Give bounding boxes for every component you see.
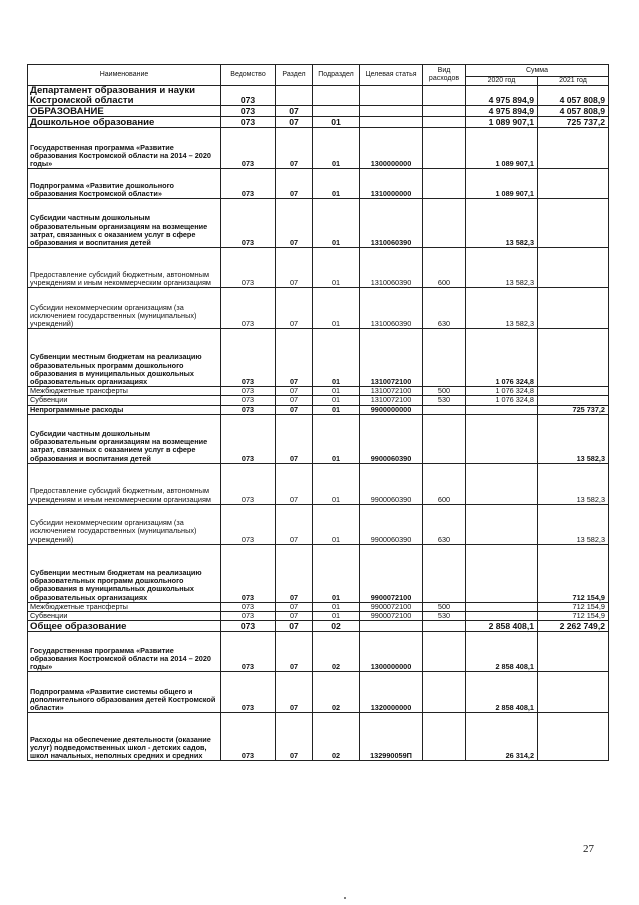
cell-target: 1310060390 bbox=[360, 248, 423, 288]
cell-y2020 bbox=[466, 414, 538, 463]
cell-podrazdel: 01 bbox=[313, 504, 360, 544]
cell-razdel: 07 bbox=[276, 117, 313, 128]
cell-name: Субсидии некоммерческим организациям (за исключением государственных (муниципальных) учреждений) bbox=[28, 288, 221, 329]
cell-y2021 bbox=[538, 199, 609, 248]
cell-y2021: 13 582,3 bbox=[538, 504, 609, 544]
cell-y2021: 2 262 749,2 bbox=[538, 621, 609, 632]
cell-razdel: 07 bbox=[276, 602, 313, 611]
cell-podrazdel: 01 bbox=[313, 117, 360, 128]
header-2021: 2021 год bbox=[538, 77, 609, 86]
cell-name: Подпрограмма «Развитие дошкольного образования Костромской области» bbox=[28, 169, 221, 199]
cell-podrazdel: 01 bbox=[313, 602, 360, 611]
cell-y2021: 712 154,9 bbox=[538, 602, 609, 611]
cell-ved: 073 bbox=[221, 544, 276, 602]
cell-name: Непрограммные расходы bbox=[28, 405, 221, 414]
cell-ved: 073 bbox=[221, 396, 276, 405]
cell-y2021 bbox=[538, 288, 609, 329]
cell-target: 9900072100 bbox=[360, 544, 423, 602]
table-row bbox=[28, 248, 609, 288]
cell-podrazdel: 01 bbox=[313, 612, 360, 621]
cell-vid bbox=[423, 169, 466, 199]
cell-ved: 073 bbox=[221, 199, 276, 248]
cell-y2020: 13 582,3 bbox=[466, 199, 538, 248]
header-target: Целевая статья bbox=[360, 65, 423, 86]
table-row bbox=[28, 612, 609, 621]
cell-vid: 530 bbox=[423, 612, 466, 621]
cell-podrazdel: 01 bbox=[313, 463, 360, 504]
cell-y2021: 4 057 808,9 bbox=[538, 106, 609, 117]
cell-vid bbox=[423, 672, 466, 713]
cell-target: 9900072100 bbox=[360, 612, 423, 621]
cell-y2021 bbox=[538, 672, 609, 713]
table-row bbox=[28, 405, 609, 414]
cell-target: 1320000000 bbox=[360, 672, 423, 713]
cell-y2021: 725 737,2 bbox=[538, 117, 609, 128]
cell-y2020 bbox=[466, 612, 538, 621]
cell-vid bbox=[423, 621, 466, 632]
cell-name: Государственная программа «Развитие образования Костромской области на 2014 – 2020 годы» bbox=[28, 128, 221, 169]
cell-name: Государственная программа «Развитие образования Костромской области на 2014 – 2020 годы» bbox=[28, 632, 221, 672]
cell-vid bbox=[423, 86, 466, 106]
cell-name: Субсидии некоммерческим организациям (за исключением государственных (муниципальных) учреждений) bbox=[28, 504, 221, 544]
cell-target bbox=[360, 106, 423, 117]
cell-name: Субвенции bbox=[28, 396, 221, 405]
cell-y2020 bbox=[466, 463, 538, 504]
cell-target: 1310072100 bbox=[360, 396, 423, 405]
cell-target: 9900060390 bbox=[360, 414, 423, 463]
cell-ved: 073 bbox=[221, 713, 276, 761]
cell-razdel: 07 bbox=[276, 288, 313, 329]
header-vedomstvo: Ведомство bbox=[221, 65, 276, 86]
cell-vid bbox=[423, 117, 466, 128]
cell-name: Субвенции местным бюджетам на реализацию образовательных программ дошкольного образования в муниципальных дошкольных образовательных организациях bbox=[28, 544, 221, 602]
cell-name: Департамент образования и науки Костромской области bbox=[28, 86, 221, 106]
cell-vid bbox=[423, 128, 466, 169]
cell-ved: 073 bbox=[221, 86, 276, 106]
cell-target: 1310060390 bbox=[360, 288, 423, 329]
cell-target: 1310000000 bbox=[360, 169, 423, 199]
cell-razdel bbox=[276, 86, 313, 106]
cell-podrazdel: 01 bbox=[313, 199, 360, 248]
cell-y2020 bbox=[466, 504, 538, 544]
header-summa: Сумма bbox=[466, 65, 609, 77]
cell-vid: 630 bbox=[423, 504, 466, 544]
cell-podrazdel: 01 bbox=[313, 414, 360, 463]
cell-y2021: 712 154,9 bbox=[538, 612, 609, 621]
cell-y2021 bbox=[538, 329, 609, 387]
cell-name: Дошкольное образование bbox=[28, 117, 221, 128]
cell-target bbox=[360, 86, 423, 106]
cell-y2021 bbox=[538, 396, 609, 405]
table-row bbox=[28, 621, 609, 632]
cell-target: 1310060390 bbox=[360, 199, 423, 248]
cell-y2020: 4 975 894,9 bbox=[466, 106, 538, 117]
table-row bbox=[28, 632, 609, 672]
cell-y2021 bbox=[538, 387, 609, 396]
cell-razdel: 07 bbox=[276, 672, 313, 713]
cell-vid bbox=[423, 106, 466, 117]
cell-ved: 073 bbox=[221, 169, 276, 199]
cell-ved: 073 bbox=[221, 602, 276, 611]
cell-podrazdel: 01 bbox=[313, 329, 360, 387]
cell-name: Расходы на обеспечение деятельности (оказание услуг) подведомственных школ - детских садов, школ начальных, неполных средних и средних bbox=[28, 713, 221, 761]
cell-name: Общее образование bbox=[28, 621, 221, 632]
cell-y2020: 4 975 894,9 bbox=[466, 86, 538, 106]
table-row bbox=[28, 463, 609, 504]
cell-ved: 073 bbox=[221, 414, 276, 463]
cell-name: Предоставление субсидий бюджетным, автономным учреждениям и иным некоммерческим организациям bbox=[28, 248, 221, 288]
table-row bbox=[28, 199, 609, 248]
cell-name: Субвенции местным бюджетам на реализацию образовательных программ дошкольного образования в муниципальных дошкольных образовательных организациях bbox=[28, 329, 221, 387]
cell-y2021: 725 737,2 bbox=[538, 405, 609, 414]
cell-razdel: 07 bbox=[276, 248, 313, 288]
cell-y2021: 13 582,3 bbox=[538, 463, 609, 504]
cell-razdel: 07 bbox=[276, 544, 313, 602]
cell-podrazdel: 01 bbox=[313, 405, 360, 414]
cell-vid bbox=[423, 713, 466, 761]
cell-razdel: 07 bbox=[276, 632, 313, 672]
cell-podrazdel: 02 bbox=[313, 621, 360, 632]
table-row bbox=[28, 128, 609, 169]
cell-target: 9900060390 bbox=[360, 463, 423, 504]
cell-y2020 bbox=[466, 602, 538, 611]
cell-razdel: 07 bbox=[276, 504, 313, 544]
table-row bbox=[28, 86, 609, 106]
cell-razdel: 07 bbox=[276, 169, 313, 199]
cell-y2021 bbox=[538, 713, 609, 761]
cell-ved: 073 bbox=[221, 387, 276, 396]
cell-razdel: 07 bbox=[276, 387, 313, 396]
cell-vid bbox=[423, 632, 466, 672]
cell-y2020: 26 314,2 bbox=[466, 713, 538, 761]
cell-name: Подпрограмма «Развитие системы общего и дополнительного образования детей Костромской области» bbox=[28, 672, 221, 713]
cell-vid: 530 bbox=[423, 396, 466, 405]
cell-vid: 600 bbox=[423, 248, 466, 288]
cell-y2020: 13 582,3 bbox=[466, 288, 538, 329]
cell-vid bbox=[423, 544, 466, 602]
table-row bbox=[28, 288, 609, 329]
cell-podrazdel: 02 bbox=[313, 632, 360, 672]
cell-y2020: 1 076 324,8 bbox=[466, 396, 538, 405]
table-row bbox=[28, 117, 609, 128]
cell-target: 9900060390 bbox=[360, 504, 423, 544]
cell-y2021: 712 154,9 bbox=[538, 544, 609, 602]
header-razdel: Раздел bbox=[276, 65, 313, 86]
table-row bbox=[28, 602, 609, 611]
cell-podrazdel: 02 bbox=[313, 672, 360, 713]
cell-y2020 bbox=[466, 405, 538, 414]
cell-name: ОБРАЗОВАНИЕ bbox=[28, 106, 221, 117]
cell-ved: 073 bbox=[221, 106, 276, 117]
header-name: Наименование bbox=[28, 65, 221, 86]
cell-vid bbox=[423, 329, 466, 387]
cell-podrazdel: 01 bbox=[313, 169, 360, 199]
cell-name: Субсидии частным дошкольным образовательным организациям на возмещение затрат, связанных с оказанием услуг в сфере образования и воспитания детей bbox=[28, 199, 221, 248]
cell-razdel: 07 bbox=[276, 106, 313, 117]
cell-razdel: 07 bbox=[276, 713, 313, 761]
cell-y2020: 13 582,3 bbox=[466, 248, 538, 288]
cell-razdel: 07 bbox=[276, 199, 313, 248]
table-row bbox=[28, 169, 609, 199]
table-row bbox=[28, 329, 609, 387]
header-vid: Вид расходов bbox=[423, 65, 466, 86]
cell-y2020: 1 089 907,1 bbox=[466, 169, 538, 199]
cell-y2020: 1 089 907,1 bbox=[466, 117, 538, 128]
cell-ved: 073 bbox=[221, 672, 276, 713]
scan-dot bbox=[344, 897, 346, 899]
cell-vid bbox=[423, 414, 466, 463]
cell-vid bbox=[423, 199, 466, 248]
cell-name: Субсидии частным дошкольным образовательным организациям на возмещение затрат, связанных с оказанием услуг в сфере образования и воспитания детей bbox=[28, 414, 221, 463]
cell-ved: 073 bbox=[221, 288, 276, 329]
cell-ved: 073 bbox=[221, 128, 276, 169]
cell-podrazdel: 01 bbox=[313, 396, 360, 405]
cell-vid: 630 bbox=[423, 288, 466, 329]
cell-podrazdel bbox=[313, 86, 360, 106]
table-row bbox=[28, 713, 609, 761]
cell-ved: 073 bbox=[221, 117, 276, 128]
table-row bbox=[28, 414, 609, 463]
cell-razdel: 07 bbox=[276, 405, 313, 414]
cell-y2020: 1 076 324,8 bbox=[466, 387, 538, 396]
cell-target: 132990059П bbox=[360, 713, 423, 761]
table-row bbox=[28, 544, 609, 602]
cell-razdel: 07 bbox=[276, 329, 313, 387]
cell-vid: 500 bbox=[423, 387, 466, 396]
cell-razdel: 07 bbox=[276, 414, 313, 463]
cell-vid bbox=[423, 405, 466, 414]
cell-target bbox=[360, 117, 423, 128]
cell-razdel: 07 bbox=[276, 396, 313, 405]
cell-podrazdel: 01 bbox=[313, 387, 360, 396]
cell-target: 1310072100 bbox=[360, 387, 423, 396]
cell-y2020: 2 858 408,1 bbox=[466, 621, 538, 632]
cell-ved: 073 bbox=[221, 504, 276, 544]
cell-podrazdel: 01 bbox=[313, 288, 360, 329]
cell-y2020: 1 076 324,8 bbox=[466, 329, 538, 387]
cell-target: 1310072100 bbox=[360, 329, 423, 387]
cell-target: 9900000000 bbox=[360, 405, 423, 414]
cell-target: 9900072100 bbox=[360, 602, 423, 611]
table-row bbox=[28, 106, 609, 117]
cell-name: Межбюджетные трансферты bbox=[28, 387, 221, 396]
cell-vid: 600 bbox=[423, 463, 466, 504]
cell-razdel: 07 bbox=[276, 621, 313, 632]
cell-y2020: 2 858 408,1 bbox=[466, 672, 538, 713]
page-number: 27 bbox=[583, 843, 594, 855]
cell-y2020: 2 858 408,1 bbox=[466, 632, 538, 672]
cell-y2021 bbox=[538, 128, 609, 169]
cell-name: Субвенции bbox=[28, 612, 221, 621]
cell-target: 1300000000 bbox=[360, 632, 423, 672]
budget-table bbox=[27, 64, 609, 761]
cell-y2021 bbox=[538, 248, 609, 288]
cell-ved: 073 bbox=[221, 612, 276, 621]
cell-ved: 073 bbox=[221, 329, 276, 387]
cell-razdel: 07 bbox=[276, 463, 313, 504]
cell-y2020 bbox=[466, 544, 538, 602]
cell-podrazdel bbox=[313, 106, 360, 117]
cell-name: Межбюджетные трансферты bbox=[28, 602, 221, 611]
cell-target: 1300000000 bbox=[360, 128, 423, 169]
cell-y2020: 1 089 907,1 bbox=[466, 128, 538, 169]
cell-y2021: 13 582,3 bbox=[538, 414, 609, 463]
table-body bbox=[28, 86, 609, 761]
cell-vid: 500 bbox=[423, 602, 466, 611]
table-row bbox=[28, 672, 609, 713]
cell-podrazdel: 01 bbox=[313, 248, 360, 288]
cell-name: Предоставление субсидий бюджетным, автономным учреждениям и иным некоммерческим организациям bbox=[28, 463, 221, 504]
cell-podrazdel: 02 bbox=[313, 713, 360, 761]
table-row bbox=[28, 396, 609, 405]
cell-ved: 073 bbox=[221, 632, 276, 672]
cell-y2021: 4 057 808,9 bbox=[538, 86, 609, 106]
cell-podrazdel: 01 bbox=[313, 128, 360, 169]
cell-y2021 bbox=[538, 169, 609, 199]
cell-y2021 bbox=[538, 632, 609, 672]
cell-ved: 073 bbox=[221, 621, 276, 632]
header-podrazdel: Подраздел bbox=[313, 65, 360, 86]
cell-ved: 073 bbox=[221, 248, 276, 288]
table-row bbox=[28, 504, 609, 544]
cell-podrazdel: 01 bbox=[313, 544, 360, 602]
cell-razdel: 07 bbox=[276, 612, 313, 621]
header-2020: 2020 год bbox=[466, 77, 538, 86]
cell-target bbox=[360, 621, 423, 632]
cell-ved: 073 bbox=[221, 405, 276, 414]
cell-razdel: 07 bbox=[276, 128, 313, 169]
cell-ved: 073 bbox=[221, 463, 276, 504]
